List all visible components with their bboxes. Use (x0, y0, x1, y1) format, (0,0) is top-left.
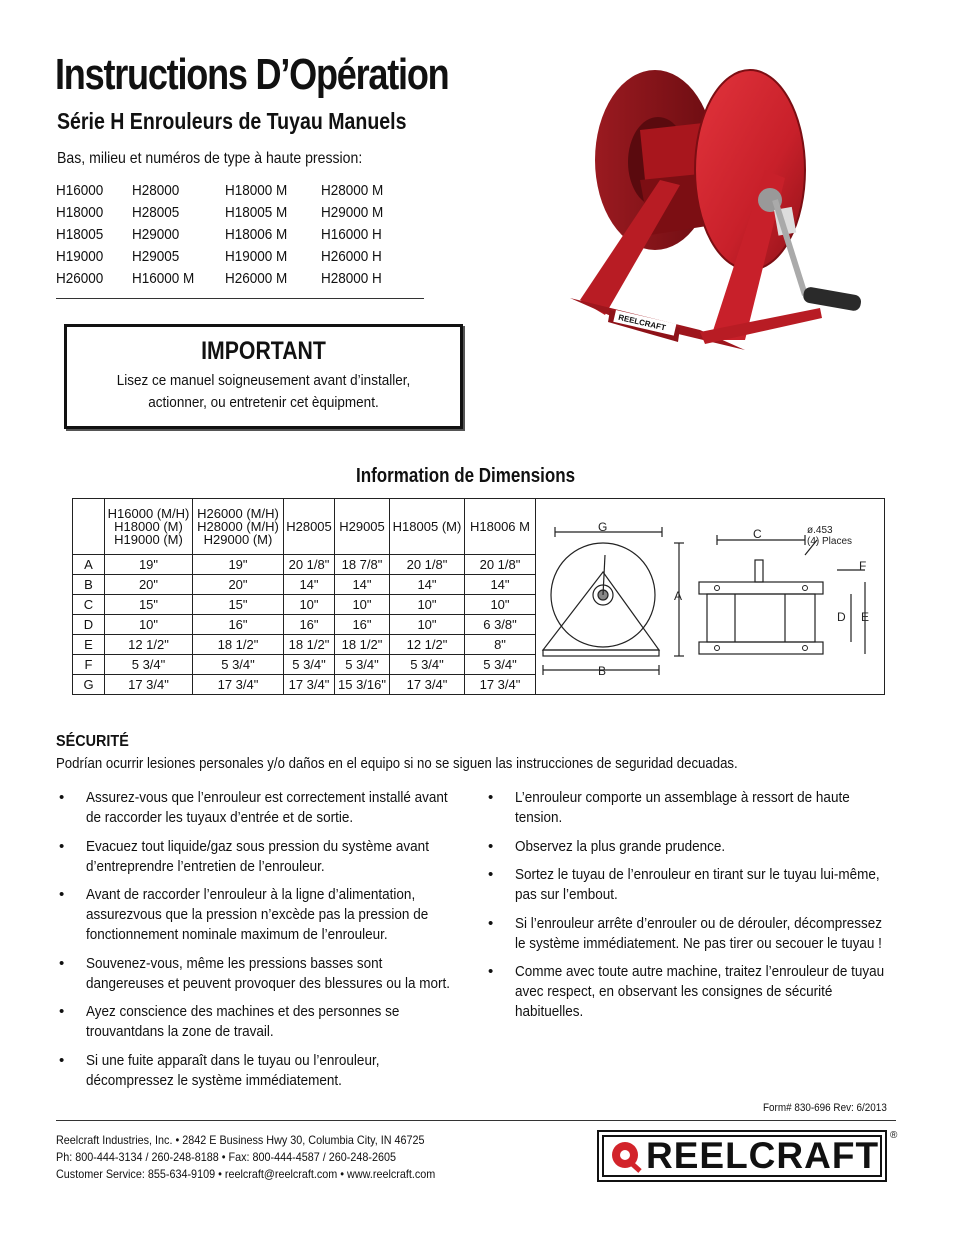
table-cell: 18 7/8" (335, 555, 390, 575)
model-number: H18000 (56, 204, 104, 221)
column-header-line: H18000 (M) (114, 519, 183, 534)
registered-mark: ® (890, 1130, 898, 1141)
row-key: C (73, 595, 105, 615)
table-cell: 15 3/16" (335, 675, 390, 695)
table-cell: 18 1/2" (335, 635, 390, 655)
important-notice (64, 324, 463, 429)
table-cell: 5 3/4" (390, 655, 465, 675)
front-drum (707, 594, 815, 642)
column-header-line: H28000 (M/H) (197, 519, 279, 534)
table-cell: 20 1/8" (284, 555, 335, 575)
list-item-text: • Avant de raccorder l’enrouleur à la ligne d’alimentation, assurezvous que la pression n’excède pas la pression de fonctionnement nominale maximum de l’enrouleur. (86, 886, 429, 943)
label-b: B (598, 664, 607, 678)
table-cell: 20 1/8" (465, 555, 536, 575)
column-header (193, 499, 284, 555)
form-number: Form# 830-696 Rev: 6/2013 (763, 1102, 887, 1114)
model-column-2 (132, 182, 194, 292)
reel-brand-plate-text: REELCRAFT (617, 312, 667, 333)
side-frame (543, 572, 659, 650)
label-d: D (837, 610, 846, 624)
table-cell: 5 3/4" (335, 655, 390, 675)
table-row (73, 575, 536, 595)
model-number: H18006 M (225, 226, 288, 243)
list-item-text: • L’enrouleur comporte un assemblage à ressort de haute tension. (515, 789, 850, 826)
model-number: H18005 (56, 226, 104, 243)
row-key: F (73, 655, 105, 675)
model-number: H19000 (56, 248, 104, 265)
table-cell: 5 3/4" (105, 655, 193, 675)
mount-hole (715, 586, 720, 591)
column-header: H28005 (284, 499, 335, 555)
label-f: F (859, 559, 867, 573)
list-item (56, 954, 456, 994)
model-column-3 (225, 182, 287, 292)
table-cell: 5 3/4" (465, 655, 536, 675)
table-cell: 15" (105, 595, 193, 615)
table-cell: 17 3/4" (105, 675, 193, 695)
table-cell: 8" (465, 635, 536, 655)
list-item (56, 885, 456, 945)
table-cell: 10" (390, 615, 465, 635)
list-item (485, 837, 885, 857)
table-row (73, 635, 536, 655)
table-cell: 17 3/4" (465, 675, 536, 695)
row-key: A (73, 555, 105, 575)
table-cell: 17 3/4" (193, 675, 284, 695)
model-number: H19000 M (225, 248, 288, 265)
table-corner (73, 499, 105, 555)
list-item (485, 962, 885, 1022)
table-cell: 14" (335, 575, 390, 595)
table-row (73, 615, 536, 635)
safety-list-right (485, 788, 885, 1031)
model-number: H16000 H (321, 226, 382, 243)
company-address: Reelcraft Industries, Inc. • 2842 E Business Hwy 30, Columbia City, IN 46725 (56, 1133, 425, 1147)
divider (56, 298, 424, 299)
list-item (56, 1002, 456, 1042)
table-row (73, 675, 536, 695)
dimensions-table (72, 498, 536, 695)
row-key: E (73, 635, 105, 655)
reel-logo-icon (608, 1138, 644, 1174)
dimension-diagram (537, 500, 883, 692)
company-info (56, 1132, 435, 1183)
hole-note: (4) Places (807, 536, 853, 547)
table-cell: 10" (390, 595, 465, 615)
column-header (105, 499, 193, 555)
table-cell: 12 1/2" (390, 635, 465, 655)
model-number: H16000 (56, 182, 104, 199)
list-item-text: • Si une fuite apparaît dans le tuyau ou l’enrouleur, décompressez le système immédiatement. (86, 1051, 380, 1089)
label-a: A (674, 589, 683, 603)
list-item (56, 1051, 456, 1091)
list-item-text: • Souvenez-vous, même les pressions basses sont dangereuses et peuvent provoquer des blessures ou la mort. (86, 954, 450, 992)
row-key: B (73, 575, 105, 595)
table-cell: 20 1/8" (390, 555, 465, 575)
list-item-text: • Evacuez tout liquide/gaz sous pression du système avant d’entreprendre l’entretien de l’enrouleur. (86, 837, 429, 875)
column-header: H29005 (335, 499, 390, 555)
safety-intro: Podrían ocurrir lesiones personales y/o daños en el equipo si no se siguen las instrucciones de seguridad decuadas. (56, 755, 738, 772)
list-item-text: • Sortez le tuyau de l’enrouleur en tirant sur le tuyau lui-même, pas sur l’embout. (515, 866, 880, 903)
list-item-text: • Si l’enrouleur arrête d’enrouler ou de dérouler, décompressez le système immédiatement. Ne pas tirer ou secouer le tuyau ! (515, 914, 882, 952)
logo-text: REELCRAFT (646, 1135, 880, 1176)
table-cell: 17 3/4" (284, 675, 335, 695)
table-cell: 10" (465, 595, 536, 615)
table-cell: 14" (284, 575, 335, 595)
model-number: H16000 M (132, 270, 195, 287)
list-item-text: • Comme avec toute autre machine, traitez l’enrouleur de tuyau avec respect, en observant les consignes de sécurité habituelles. (515, 963, 885, 1020)
list-item (485, 914, 885, 954)
company-phone: Ph: 800-444-3134 / 260-248-8188 • Fax: 800-444-4587 / 260-248-2605 (56, 1150, 397, 1164)
page-subtitle: Série H Enrouleurs de Tuyau Manuels (57, 108, 407, 134)
label-c: C (753, 527, 762, 541)
table-cell: 20" (193, 575, 284, 595)
important-heading: IMPORTANT (201, 337, 326, 365)
column-header-line: H19000 (M) (114, 532, 183, 547)
row-key: D (73, 615, 105, 635)
hose-reel-photo (560, 60, 940, 380)
logo-inner-frame (602, 1135, 882, 1177)
list-item (56, 837, 456, 877)
model-number: H26000 (56, 270, 104, 287)
model-number: H26000 M (225, 270, 288, 287)
table-cell: 6 3/8" (465, 615, 536, 635)
company-contact: Customer Service: 855-634-9109 • reelcraft@reelcraft.com • www.reelcraft.com (56, 1167, 436, 1181)
label-g: G (598, 520, 608, 534)
table-cell: 18 1/2" (284, 635, 335, 655)
model-number: H29005 (132, 248, 180, 265)
front-shaft (755, 560, 763, 582)
table-row (73, 555, 536, 575)
table-header-row (73, 499, 536, 555)
column-header-line: H26000 (M/H) (197, 506, 279, 521)
model-intro: Bas, milieu et numéros de type à haute pression: (57, 150, 363, 167)
crank-handle (802, 286, 862, 312)
page-title: Instructions D’Opération (55, 50, 449, 99)
table-cell: 16" (193, 615, 284, 635)
mount-hole (715, 646, 720, 651)
table-row (73, 595, 536, 615)
row-key: G (73, 675, 105, 695)
side-base (543, 650, 659, 656)
important-line-2: actionner, ou entretenir cet èquipment. (148, 394, 379, 411)
dimensions-title: Information de Dimensions (356, 465, 576, 487)
model-number: H18000 M (225, 182, 288, 199)
list-item-text: • Observez la plus grande prudence. (515, 837, 726, 855)
table-cell: 18 1/2" (193, 635, 284, 655)
table-cell: 15" (193, 595, 284, 615)
table-cell: 20" (105, 575, 193, 595)
model-column-1 (56, 182, 103, 292)
mount-hole (803, 646, 808, 651)
list-item-text: • Ayez conscience des machines et des personnes se trouvantdans la zone de travail. (86, 1003, 400, 1040)
important-text (87, 370, 441, 414)
model-number: H26000 H (321, 248, 382, 265)
column-header-line: H29000 (M) (203, 532, 273, 547)
table-cell: 14" (465, 575, 536, 595)
table-cell: 10" (335, 595, 390, 615)
reelcraft-logo (597, 1130, 887, 1182)
model-number: H28000 M (321, 182, 384, 199)
label-e: E (861, 610, 870, 624)
safety-title: SÉCURITÉ (56, 733, 129, 750)
model-number: H29000 (132, 226, 180, 243)
list-item (485, 788, 885, 828)
model-number: H28000 (132, 182, 180, 199)
table-cell: 16" (335, 615, 390, 635)
list-item-text: • Assurez-vous que l’enrouleur est correctement installé avant de raccorder les tuyaux d’entrée et de sortie. (86, 789, 448, 826)
column-header: H18005 (M) (390, 499, 465, 555)
safety-list-left (56, 788, 456, 1099)
table-cell: 16" (284, 615, 335, 635)
table-cell: 17 3/4" (390, 675, 465, 695)
column-header-line: H16000 (M/H) (107, 506, 190, 521)
list-item (56, 788, 456, 828)
table-cell: 5 3/4" (284, 655, 335, 675)
mount-hole (803, 586, 808, 591)
model-number: H28000 H (321, 270, 382, 287)
table-cell: 10" (284, 595, 335, 615)
table-cell: 10" (105, 615, 193, 635)
table-cell: 5 3/4" (193, 655, 284, 675)
important-line-1: Lisez ce manuel soigneusement avant d’installer, (116, 372, 411, 389)
column-header: H18006 M (465, 499, 536, 555)
list-item (485, 865, 885, 905)
model-number: H18005 M (225, 204, 288, 221)
model-column-4 (321, 182, 383, 292)
table-cell: 12 1/2" (105, 635, 193, 655)
hole-size: ø.453 (807, 525, 833, 536)
table-cell: 19" (193, 555, 284, 575)
model-number: H28005 (132, 204, 180, 221)
footer-divider (56, 1120, 896, 1121)
table-cell: 14" (390, 575, 465, 595)
table-row (73, 655, 536, 675)
table-cell: 19" (105, 555, 193, 575)
model-number: H29000 M (321, 204, 384, 221)
